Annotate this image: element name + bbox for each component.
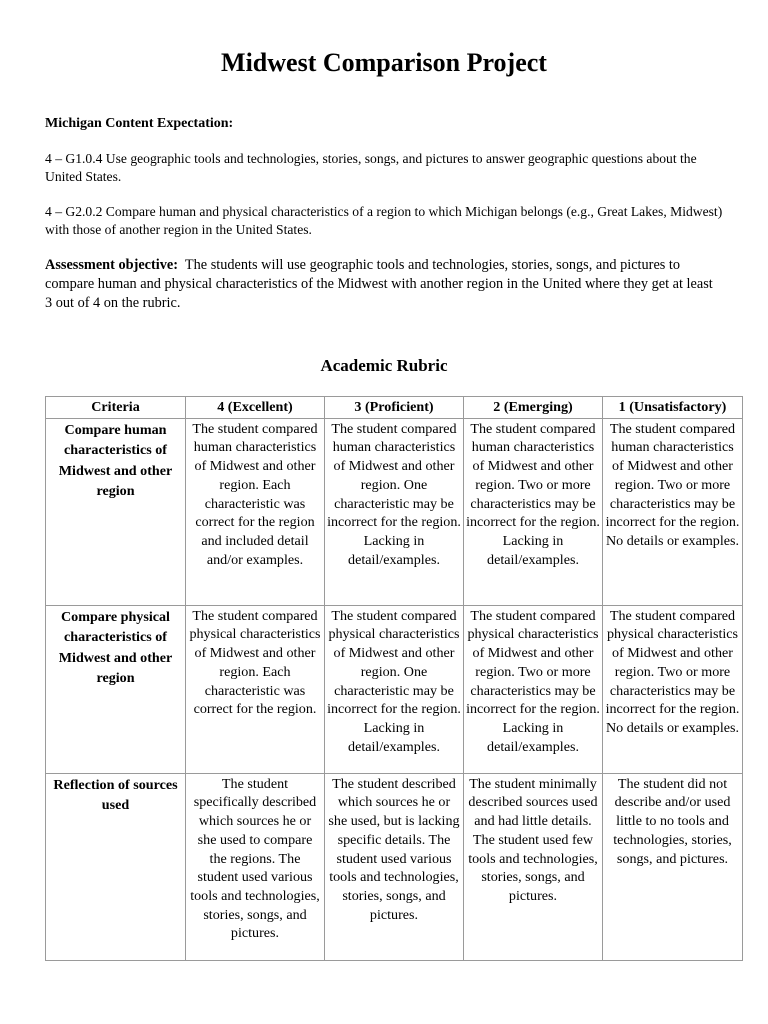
assessment-objective [45, 239, 723, 313]
table-row [46, 605, 743, 773]
rubric-cell: The student compared physical characteristics of Midwest and other region. One characteristic may be incorrect for the region. Lacking in detail/examples. [325, 605, 464, 773]
rubric-header-row [46, 397, 743, 419]
rubric-cell: The student compared physical characteristics of Midwest and other region. Two or more characteristics may be incorrect for the region. No details or examples. [603, 605, 743, 773]
criteria-cell: Compare human characteristics of Midwest and other region [46, 418, 186, 605]
rubric-cell: The student did not describe and/or used little to no tools and technologies, stories, songs, and pictures. [603, 773, 743, 960]
objective-label: Assessment objective: [45, 257, 179, 273]
criteria-cell: Reflection of sources used [46, 773, 186, 960]
content-expectation-2: 4 – G2.0.2 Compare human and physical characteristics of a region to which Michigan belongs (e.g., Great Lakes, Midwest) with those of another region in the United States. [45, 204, 723, 237]
rubric-cell: The student compared human characteristics of Midwest and other region. Two or more characteristics may be incorrect for the region. Lacking in detail/examples. [464, 418, 603, 605]
table-row [46, 773, 743, 960]
rubric-cell: The student compared human characteristics of Midwest and other region. Two or more characteristics may be incorrect for the region. No details or examples. [603, 418, 743, 605]
page-title: Midwest Comparison Project [221, 48, 547, 77]
header-emerging: 2 (Emerging) [464, 397, 603, 419]
expectation-label: Michigan Content Expectation: [45, 116, 234, 131]
header-criteria: Criteria [46, 397, 186, 419]
rubric-cell: The student specifically described which sources he or she used to compare the regions. The student used various tools and technologies, stories, songs, and pictures. [186, 773, 325, 960]
header-excellent: 4 (Excellent) [186, 397, 325, 419]
rubric-cell: The student minimally described sources used and had little details. The student used few tools and technologies, stories, songs, and pictures. [464, 773, 603, 960]
objective-text: The students will use geographic tools and technologies, stories, songs, and pictures to compare human and physical characteristics of the Midwest with another region in the United where they get at least 3 out of 4 on the rubric. [45, 257, 713, 311]
rubric-cell: The student compared human characteristics of Midwest and other region. Each characteristic was correct for the region and included detail and/or examples. [186, 418, 325, 605]
rubric-cell: The student compared physical characteristics of Midwest and other region. Two or more characteristics may be incorrect for the region. Lacking in detail/examples. [464, 605, 603, 773]
rubric-cell: The student compared human characteristics of Midwest and other region. One characteristic may be incorrect for the region. Lacking in detail/examples. [325, 418, 464, 605]
rubric-cell: The student compared physical characteristics of Midwest and other region. Each characteristic was correct for the region. [186, 605, 325, 773]
rubric-cell: The student described which sources he or she used, but is lacking specific details. The student used various tools and technologies, stories, songs, and pictures. [325, 773, 464, 960]
rubric-title: Academic Rubric [320, 356, 448, 375]
rubric-table [45, 396, 743, 961]
table-row [46, 418, 743, 605]
header-unsatisfactory: 1 (Unsatisfactory) [603, 397, 743, 419]
content-expectation-1: 4 – G1.0.4 Use geographic tools and technologies, stories, songs, and pictures to answer geographic questions about the United States. [45, 151, 697, 184]
criteria-cell: Compare physical characteristics of Midwest and other region [46, 605, 186, 773]
header-proficient: 3 (Proficient) [325, 397, 464, 419]
